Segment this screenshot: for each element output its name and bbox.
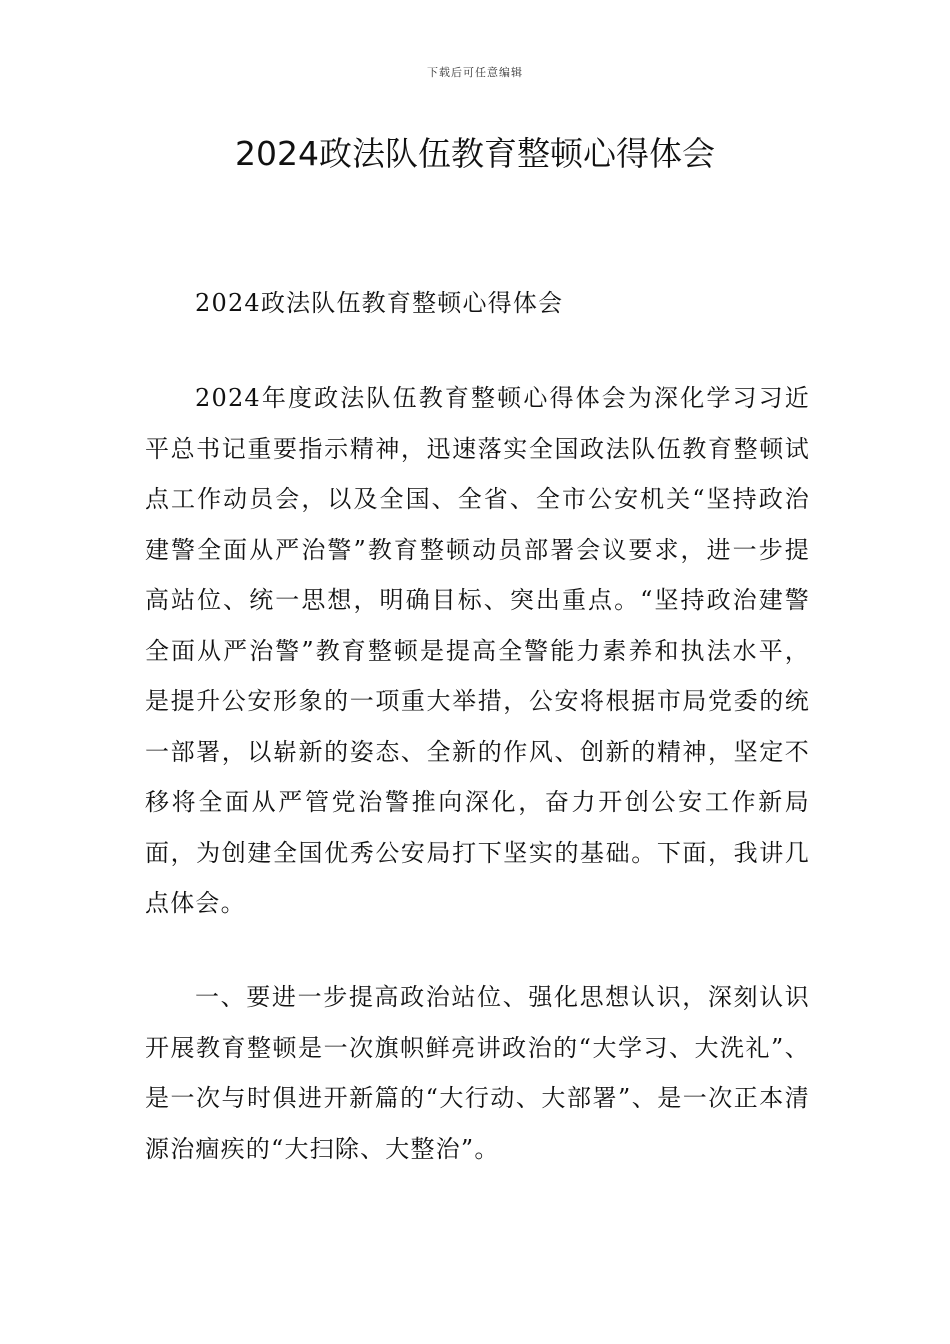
paragraph-point-one: 一、要进一步提高政治站位、强化思想认识，深刻认识开展教育整顿是一次旗帜鲜亮讲政治的“大学习、大洗礼”、是一次与时俱进开新篇的“大行动、大部署”、是一次正本清源治痼疾的“大扫除、大整治”。 [145,983,810,1163]
document-subtitle: 2024政法队伍教育整顿心得体会 [195,289,564,317]
paragraph-intro: 2024年度政法队伍教育整顿心得体会为深化学习习近平总书记重要指示精神，迅速落实全国政法队伍教育整顿试点工作动员会，以及全国、全省、全市公安机关“坚持政治建警全面从严治警”教育整顿动员部署会议要求，进一步提高站位、统一思想，明确目标、突出重点。“坚持政治建警全面从严治警”教育整顿是提高全警能力素养和执法水平，是提升公安形象的一项重大举措，公安将根据市局党委的统一部署，以崭新的姿态、全新的作风、创新的精神，坚定不移将全面从严管党治警推向深化，奋力开创公安工作新局面，为创建全国优秀公安局打下坚实的基础。下面，我讲几点体会。 [145,384,810,917]
header-note: 下载后可任意编辑 [427,66,523,79]
document-title: 2024政法队伍教育整顿心得体会 [235,134,715,173]
